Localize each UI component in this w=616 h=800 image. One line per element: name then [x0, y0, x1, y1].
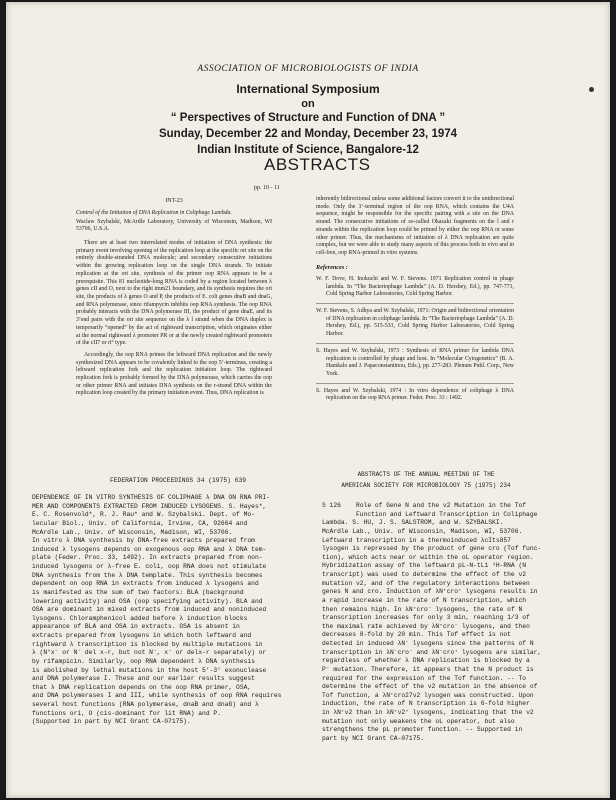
federation-abstract-text: [32, 494, 306, 727]
asm-meeting-header: [326, 469, 526, 492]
reference-divider: [316, 383, 514, 384]
text-line: transcription in λN⁻cro⁻ and λN⁻cro⁺ lysogens are similar,: [322, 648, 542, 656]
symposium-venue: Indian Institute of Science, Bangalore-12: [197, 144, 419, 156]
text-line: P⁻ mutation. Therefore, it appears that the N product is: [322, 665, 534, 673]
text-line: plate (Feder. Proc. 33, 1492). In extracts prepared from non-: [32, 554, 263, 562]
text-line: E. C. Rosenvold*, R. J. Rau* and W. Szybalski. Dept. of Mo-: [32, 511, 255, 519]
text-line: Leftward transcription in a thermoinduced λcIts857: [322, 536, 511, 544]
text-line: lysogens. Chloramphenicol added before λ induction blocks: [32, 614, 248, 622]
text-line: determine the effect of the ν2 mutation in the absence of: [322, 683, 538, 691]
text-line: induced λ lysogens depends on exogenous oop RNA and λ DNA tem-: [32, 545, 267, 553]
scanned-page: [6, 2, 610, 798]
reference-item: W. F. Stevens, S. Adhya and W. Szybalski, 1971: Origin and bidirectional orientation of DNA replication in coliphage lambda. In “The Bacteriophage Lambda” (A. D. Hershey, Ed.), pp. 515-533, Cold Spring Harbor Laboratories, Cold Spring Harbor.: [316, 307, 515, 338]
text-line: in λN⁺ν2 than in λN⁺ν2⁺ lysogens, indicating that the ν2: [322, 709, 534, 716]
reference-item: W. F. Dove, H. Inokuchi and W. F. Stevens. 1971 Replication control in phage lambda. In “The Bacteriophage Lambda” (A. D. Hershey, Ed.), pp. 747-771, Cold Spring Harbor Laboratories, Cold Spring Harbor.: [316, 275, 514, 298]
text-line: λ (N°x⁻ or N⁻ del x-r, but not N⁻, x⁻ or delx-r separately) or: [32, 649, 267, 657]
symposium-on: on: [301, 98, 315, 110]
text-line: required for the expression of the Tof function. -- To: [322, 674, 527, 682]
symposium-dates: Sunday, December 22 and Monday, December 23, 1974: [158, 128, 458, 140]
text-line: is abolished by lethal mutations in the host 5’-3’ exonuclease: [32, 666, 267, 674]
text-line: Role of Gene N and the ν2 Mutation in the Tof: [356, 502, 527, 509]
text-line: detected in induced λN⁻ lysogens since the patterns of N: [322, 640, 534, 647]
text-line: functions ori, O (cis-dominant for lit RNA) and P.: [32, 709, 221, 717]
abstract-paragraph: There are at least two interrelated modes of initiation of DNA synthesis: the primary event involving opening of the replication loop at the specific ori site on the entirely double-stranded DNA molecule; and secondary consecutive initiations within the growing replication loop on the single DNA strands. To initiate replication at the ori site, synthesis of the primer oop RNA appears to be a prerequisite. This 81 nucleotide-long RNA is coded by a region located between λ genes cII and O, next to the right imm21 boundary, and its synthesis requires the ori site, the products of λ genes O and P, the products of E. coli genes dnaB and dnaG, and RNA polymerase, since rifampycin inhibits oop RNA synthesis. The oop RNA probably interacts with the DNA polymerase III, the product of gene dnaE, and its 3’end pairs with the ori site sequence on the λ l strand when the DNA duplex is temporarily “opened” by the act of rightward transcription, which originates either at the normal rightward λ promoter PR or at the newly created rightward promoters of the cII7 or ri° type.: [76, 240, 272, 347]
reference-divider: [316, 303, 514, 304]
text-line: induced lysogens or λ-free E. coli, oop RNA does not stimulate: [32, 563, 267, 570]
text-line: is manifested as the sum of two factors: BLA (background: [32, 588, 244, 596]
abstract-paragraph: Accordingly, the oop RNA primes the leftward DNA replication and the newly synthesized DNA appears to be covalently linked to the oop 5’-terminus, creating a leftward replication fork and the replication initiation loop. The rightward replication fork is probably formed by the DNA polymerase, which carries the oop or other primer RNA and initiates DNA synthesis on the r-strand DNA within the replication loop created by the primary initiation event. Thus, DNA replication is: [76, 351, 272, 397]
text-line: mutation not only weakens the oL operator, but also: [322, 717, 515, 725]
text-line: tion), which acts near or within the oL operator region.: [322, 553, 534, 561]
asm-title-block: [322, 502, 590, 519]
reference-divider: [316, 343, 514, 344]
reference-item: S. Hayes and W. Szybalski, 1973 : Synthesis of RNA primer for lambda DNA replication is controlled by phage and host. In “Molecular Cytogenetics” (B. A. Hamkalo and J. Papaconstantinou, Eds.), pp. 277-283. Plenum Publ. Corp., New York.: [316, 347, 514, 377]
text-line: a rapid increase in the rate of N transcription, which: [322, 596, 527, 604]
text-line: decreases 8-fold by 20 min. This Tof effect is not: [322, 631, 511, 639]
text-line: extracts prepared from lysogens in which both leftward and: [32, 632, 252, 639]
text-line: Tof function, a λN⁺cro27ν2 lysogen was constructed. Upon: [322, 691, 534, 699]
text-line: DEPENDENCE OF IN VITRO SYNTHESIS OF COLIPHAGE λ DNA ON RNA PRI-: [32, 494, 271, 501]
association-name: ASSOCIATION OF MICROBIOLOGISTS OF INDIA: [197, 64, 419, 74]
text-line: In vitro λ DNA synthesis by DNA-free extracts prepared from: [32, 537, 255, 545]
text-line: genes N and cro. Induction of λN⁺cro⁺ lysogens results in: [322, 588, 538, 596]
text-line: regardless of whether λ DNA replication is blocked by a: [322, 657, 530, 665]
text-line: dependent on oop RNA in extracts from induced λ lysogens and: [32, 580, 259, 588]
text-line: Lambda. S. HU, J. S. SALSTROM, and W. SZYBALSKI.: [322, 519, 504, 527]
reference-item: S. Hayes and W. Szybalski, 1974 : In vitro dependence of coliphage λ DNA replication on the oop RNA primer. Feder. Proc. 33 : 1492.: [316, 387, 514, 402]
abstract-id: INT-23: [165, 198, 183, 204]
text-line: (Supported in part by NCI Grant CA-07175).: [32, 718, 191, 726]
text-line: mutation ν2, and of the regulatory interactions between: [322, 579, 530, 587]
references-heading: References :: [316, 263, 348, 271]
abstract-title: Control of the Initiation of DNA Replication in Coliphage Lambda.: [76, 209, 232, 216]
abstract-continuation: inherently bidirectional unless some additional factors convert it to the unidirectional mode. Only the 3’-terminal region of the oop RNA, which contains the U4A sequence, might be responsible for the specific pairing with a site on the DNA strand. The consecutive initiations of so-called Okazaki fragments on the l and r strands within the replication loop could be primed by either the oop RNA or some other primer. Thus, the mechanisms of initiation of λ DNA replication are quite complex, but we were able to study many aspects of this process both in vivo and in cell-free, oop RNA-primed in vitro systems.: [316, 196, 514, 256]
text-line: transcription increases for only 3 min, reaching 1/3 of: [322, 614, 530, 622]
text-line: then remains high. In λN⁺cro⁻ lysogens, the rate of N: [322, 605, 523, 613]
text-line: part by NCI Grant CA-07175.: [322, 734, 425, 742]
text-line: that λ DNA replication depends on the oop RNA primer, OSA,: [32, 683, 252, 691]
abstract-left-column: [76, 198, 272, 402]
text-line: Hybridization assay of the leftward pL-N-tL1 ³H-RNA (N: [322, 562, 527, 570]
page-range: pp. 10 - 11: [254, 185, 280, 191]
text-line: rightward λ transcription is blocked by multiple mutations in: [32, 640, 263, 648]
text-line: McArdle Lab., Univ. of Wisconsin, Madison, WI, 53706.: [32, 528, 233, 536]
text-line: MER AND COMPONENTS EXTRACTED FROM INDUCED LYSOGENS. S. Hayes*,: [32, 502, 267, 510]
text-line: appearance of BLA and OSA in extracts. OSA is absent in: [32, 623, 240, 631]
asm-abstract-id: S 126: [322, 502, 341, 509]
text-line: by rifampicin. Similarly, oop RNA dependent λ DNA synthesis: [32, 657, 255, 665]
abstracts-heading: ABSTRACTS: [264, 155, 371, 174]
federation-proceedings-header: FEDERATION PROCEEDINGS 34 (1975) 639: [110, 477, 247, 484]
text-line: OSA are dominant in mixed extracts from induced and noninduced: [32, 606, 267, 614]
text-line: and DNA polymerase I. These and our earlier results suggest: [32, 675, 255, 683]
symposium-title: International Symposium: [236, 82, 380, 96]
asm-header-line: ABSTRACTS OF THE ANNUAL MEETING OF THE: [357, 471, 495, 478]
text-line: induction, the rate of N transcription is 6-fold higher: [322, 700, 530, 708]
abstract-authors: Waclaw Szybalski, McArdle Laboratory, University of Wisconsin, Madison, WI 53706, U.S.A.: [76, 218, 272, 233]
text-line: McArdle Lab., Univ. of Wisconsin, Madison, WI, 53706.: [322, 527, 523, 535]
text-line: DNA synthesis from the λ DNA template. This synthesis becomes: [32, 571, 263, 579]
text-line: lysogen is repressed by the product of gene cro (Tof func-: [322, 545, 542, 553]
text-line: lecular Biol., Univ. of California, Irvine, CA, 92664 and: [32, 519, 248, 527]
text-line: Function and Leftward Transcription in Coliphage: [356, 510, 538, 518]
symposium-topic: “ Perspectives of Structure and Function of DNA ”: [170, 112, 446, 124]
text-line: and DNA polymerases I and III, while synthesis of oop RNA requires: [32, 692, 282, 700]
text-line: the maximal rate achieved by λN⁺cro⁻ lysogens, and then: [322, 622, 530, 630]
asm-header-line: AMERICAN SOCIETY FOR MICROBIOLOGY 75 (1975) 234: [341, 482, 511, 490]
text-line: strengthens the pL promoter function. -- Supported in: [322, 726, 523, 734]
text-line: lowering activity) and OSA (oop specifying activity). BLA and: [32, 597, 263, 605]
text-line: several host functions (RNA polymerase, dnaB and dnaG) and λ: [32, 701, 259, 708]
asm-abstract-text: [322, 502, 590, 744]
text-line: transcript) was used to determine the effect of the ν2: [322, 571, 527, 578]
abstract-right-column: [316, 196, 514, 407]
